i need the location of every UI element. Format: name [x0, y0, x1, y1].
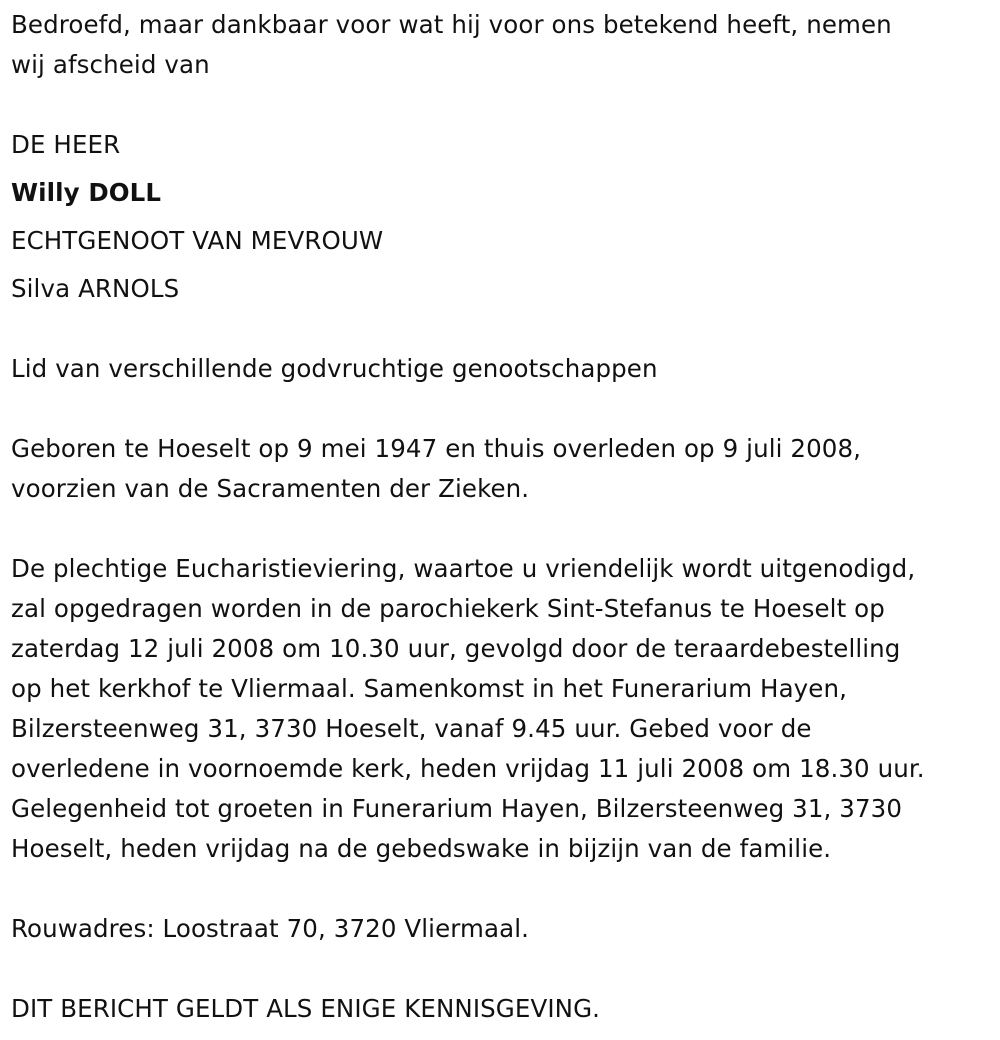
ceremony-line-3: zaterdag 12 juli 2008 om 10.30 uur, gevolgd door de teraardebestelling: [11, 634, 901, 663]
intro-line-1: Bedroefd, maar dankbaar voor wat hij voor ons betekend heeft, nemen: [11, 10, 892, 39]
birth-death-line-1: Geboren te Hoeselt op 9 mei 1947 en thuis overleden op 9 juli 2008,: [11, 434, 862, 463]
birth-death-line-2: voorzien van de Sacramenten der Zieken.: [11, 474, 530, 503]
spouse-label: ECHTGENOOT VAN MEVROUW: [11, 226, 384, 255]
closing-statement: DIT BERICHT GELDT ALS ENIGE KENNISGEVING.: [11, 994, 601, 1023]
ceremony-line-8: Hoeselt, heden vrijdag na de gebedswake in bijzijn van de familie.: [11, 834, 832, 863]
membership-line: Lid van verschillende godvruchtige genootschappen: [11, 354, 658, 383]
ceremony-line-7: Gelegenheid tot groeten in Funerarium Hayen, Bilzersteenweg 31, 3730: [11, 794, 903, 823]
deceased-name: Willy DOLL: [11, 178, 162, 207]
ceremony-line-6: overledene in voornoemde kerk, heden vrijdag 11 juli 2008 om 18.30 uur.: [11, 754, 925, 783]
mourning-address: Rouwadres: Loostraat 70, 3720 Vliermaal.: [11, 914, 529, 943]
ceremony-line-5: Bilzersteenweg 31, 3730 Hoeselt, vanaf 9.45 uur. Gebed voor de: [11, 714, 812, 743]
spouse-name: Silva ARNOLS: [11, 274, 180, 303]
ceremony-line-4: op het kerkhof te Vliermaal. Samenkomst in het Funerarium Hayen,: [11, 674, 847, 703]
ceremony-line-1: De plechtige Eucharistieviering, waartoe u vriendelijk wordt uitgenodigd,: [11, 554, 916, 583]
intro-line-2: wij afscheid van: [11, 50, 210, 79]
honorific-title: DE HEER: [11, 130, 121, 159]
ceremony-line-2: zal opgedragen worden in de parochiekerk Sint-Stefanus te Hoeselt op: [11, 594, 885, 623]
